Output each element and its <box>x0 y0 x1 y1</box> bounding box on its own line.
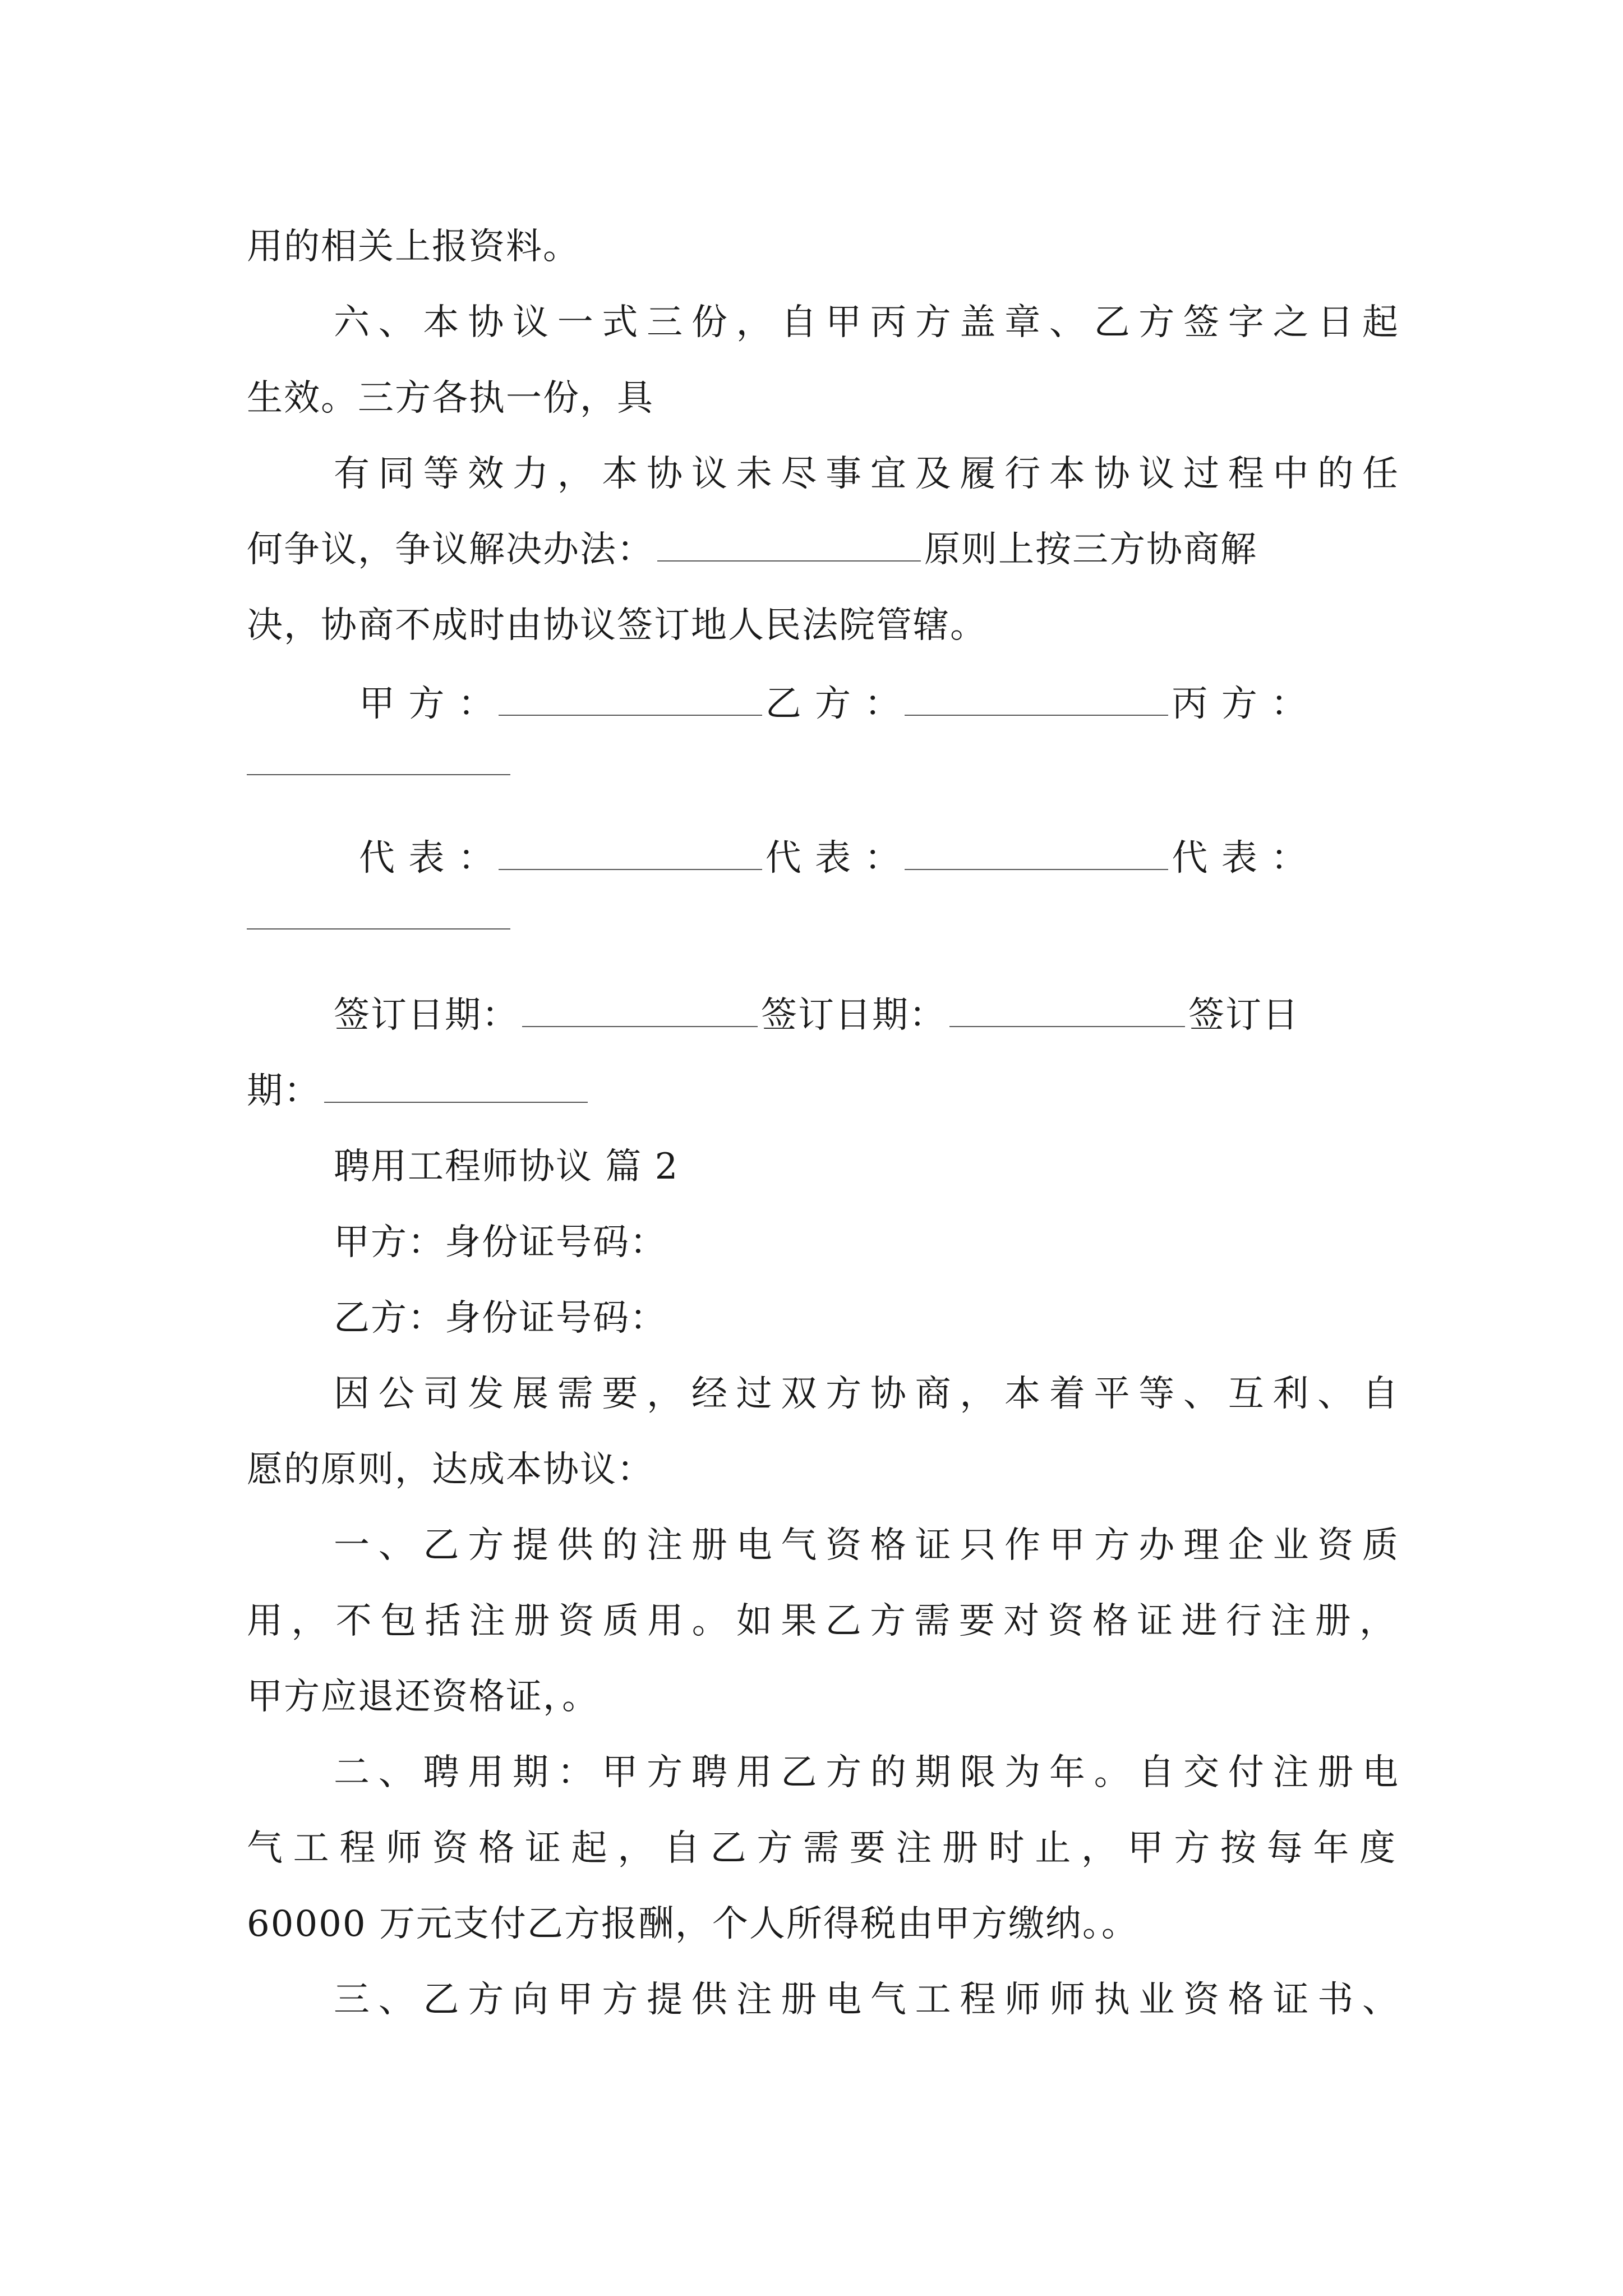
text-line: 气工程师资格证起，自乙方需要注册时止，甲方按每年度 <box>247 1828 1396 1869</box>
date-row <box>334 976 1399 1055</box>
text-line: 决，协商不成时由协议签订地人民法院管辖。 <box>247 605 987 646</box>
text-line: 一、乙方提供的注册电气资格证只作甲方办理企业资质 <box>334 1525 1399 1566</box>
blank-field <box>499 683 762 716</box>
text-line: 三、乙方向甲方提供注册电气工程师师执业资格证书、 <box>334 1979 1399 2021</box>
date-c-label-cont: 期： <box>247 1070 321 1112</box>
text-line: 甲方：身份证号码： <box>334 1222 667 1263</box>
blank-field <box>247 774 510 775</box>
text-line: 有同等效力，本协议未尽事宜及履行本协议过程中的任 <box>334 453 1399 495</box>
text-segment: 何争议，争议解决办法： <box>247 529 654 570</box>
date-c-label: 签订日 <box>1188 995 1299 1036</box>
date-b-label: 签订日期： <box>761 995 946 1036</box>
blank-field <box>324 1070 588 1103</box>
blank-field <box>657 529 921 562</box>
text-line: 用的相关上报资料。 <box>247 226 580 268</box>
date-row-cont <box>247 1052 1396 1130</box>
blank-field <box>499 838 762 870</box>
text-segment: 原则上按三方协商解 <box>924 529 1257 570</box>
text-line: 用，不包括注册资质用。如果乙方需要对资格证进行注册， <box>247 1600 1396 1642</box>
party-a-label: 甲 方 ： <box>359 683 495 725</box>
section-title: 聘用工程师协议 篇 2 <box>334 1146 679 1188</box>
blank-field <box>905 838 1168 870</box>
blank-field <box>905 683 1168 716</box>
party-b-label: 乙 方 ： <box>765 683 902 725</box>
text-line: 甲方应退还资格证，。 <box>247 1676 599 1718</box>
blank-field <box>247 928 510 930</box>
text-line: 因公司发展需要，经过双方协商，本着平等、互利、自 <box>334 1373 1399 1415</box>
text-line: 生效。三方各执一份，具 <box>247 378 654 419</box>
text-line: 愿的原则，达成本协议： <box>247 1449 654 1490</box>
rep-a-label: 代 表 ： <box>359 838 495 879</box>
blank-field <box>949 995 1185 1027</box>
rep-b-label: 代 表 ： <box>765 838 902 879</box>
text-line: 乙方：身份证号码： <box>334 1297 667 1339</box>
date-a-label: 签订日期： <box>334 995 519 1036</box>
text-line: 六、本协议一式三份，自甲丙方盖章、乙方签字之日起 <box>334 302 1399 343</box>
party-c-label: 丙 方 ： <box>1172 683 1308 725</box>
text-line: 二、聘用期：甲方聘用乙方的期限为年。自交付注册电 <box>334 1752 1399 1793</box>
text-line <box>247 510 1396 589</box>
representative-row <box>359 819 1424 898</box>
rep-c-label: 代 表 ： <box>1172 838 1308 879</box>
text-line: 60000 万元支付乙方报酬，个人所得税由甲方缴纳。。 <box>247 1903 1138 1945</box>
signature-row <box>359 665 1424 743</box>
blank-field <box>522 995 758 1027</box>
